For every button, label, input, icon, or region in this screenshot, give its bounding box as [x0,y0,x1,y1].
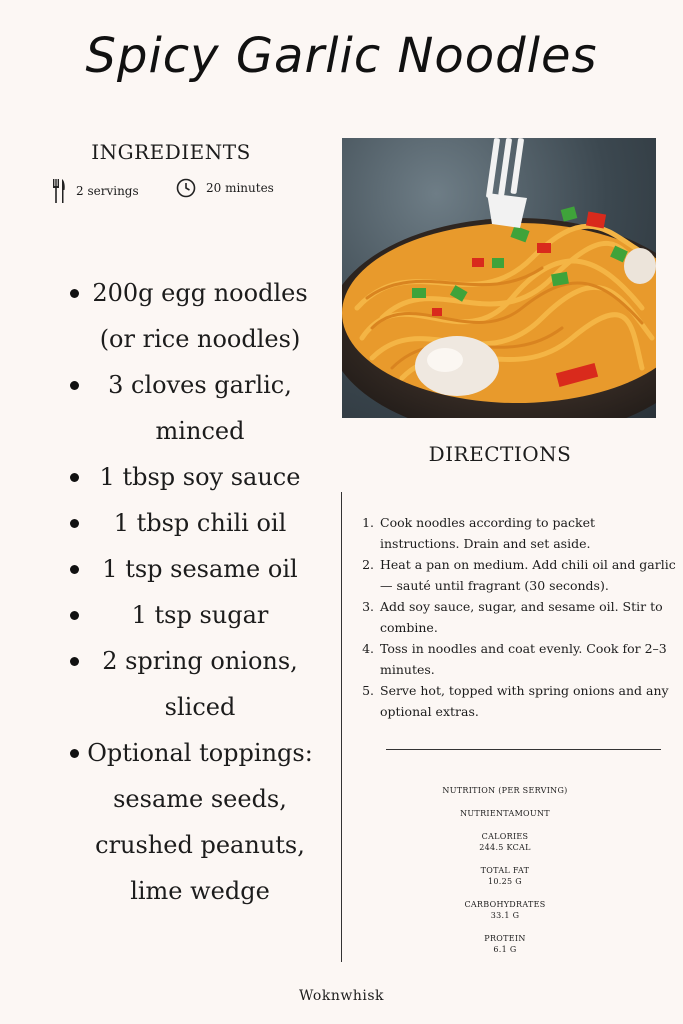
nutrition-row [430,831,580,853]
nutrition-value: 10.25 G [488,877,522,886]
column-divider [341,492,342,962]
ingredients-heading: INGREDIENTS [91,140,251,164]
directions-list [360,512,678,722]
ingredient-item: 1 tsp sesame oil [66,546,326,592]
direction-step: 2. Heat a pan on medium. Add chili oil and garlic — sauté until fragrant (30 seconds). [378,554,678,596]
nutrition-title: NUTRITION (PER SERVING) [442,786,568,795]
ingredient-item: 1 tbsp chili oil [66,500,326,546]
nutrition-label: CALORIES [481,832,529,841]
ingredients-list [66,270,326,914]
brand-footer: Woknwhisk [298,988,384,1004]
nutrition-divider [386,749,661,750]
ingredient-item: Optional toppings: sesame seeds, crushed peanuts, lime wedge [66,730,326,914]
time-text: 20 minutes [206,181,274,195]
direction-step: 4. Toss in noodles and coat evenly. Cook for 2–3 minutes. [378,638,678,680]
ingredient-item: 2 spring onions, sliced [66,638,326,730]
direction-step: 5. Serve hot, topped with spring onions and any optional extras. [378,680,678,722]
nutrition-value: 6.1 G [493,945,517,954]
time-info [176,178,274,198]
ingredient-item: 1 tbsp soy sauce [66,454,326,500]
ingredient-item: 3 cloves garlic, minced [66,362,326,454]
nutrition-row [430,933,580,955]
nutrition-row [430,899,580,921]
direction-step: 3. Add soy sauce, sugar, and sesame oil. Stir to combine. [378,596,678,638]
ingredient-item: 200g egg noodles (or rice noodles) [66,270,326,362]
fork-knife-icon [52,178,66,204]
nutrition-row [430,865,580,887]
ingredient-item: 1 tsp sugar [66,592,326,638]
nutrition-label: CARBOHYDRATES [464,900,546,909]
nutrition-panel [430,785,580,967]
nutrition-label: TOTAL FAT [480,866,530,875]
clock-icon [176,178,196,198]
directions-heading: DIRECTIONS [428,442,572,466]
noodles-photo [342,138,656,418]
nutrition-label: PROTEIN [484,934,526,943]
recipe-title: Spicy Garlic Noodles [85,28,598,84]
servings-text: 2 servings [76,184,139,198]
nutrition-value: 244.5 KCAL [479,843,531,852]
nutrition-value: 33.1 G [490,911,520,920]
nutrition-header: NUTRIENTAMOUNT [460,809,550,818]
direction-step: 1. Cook noodles according to packet instructions. Drain and set aside. [378,512,678,554]
servings-info [52,178,139,204]
